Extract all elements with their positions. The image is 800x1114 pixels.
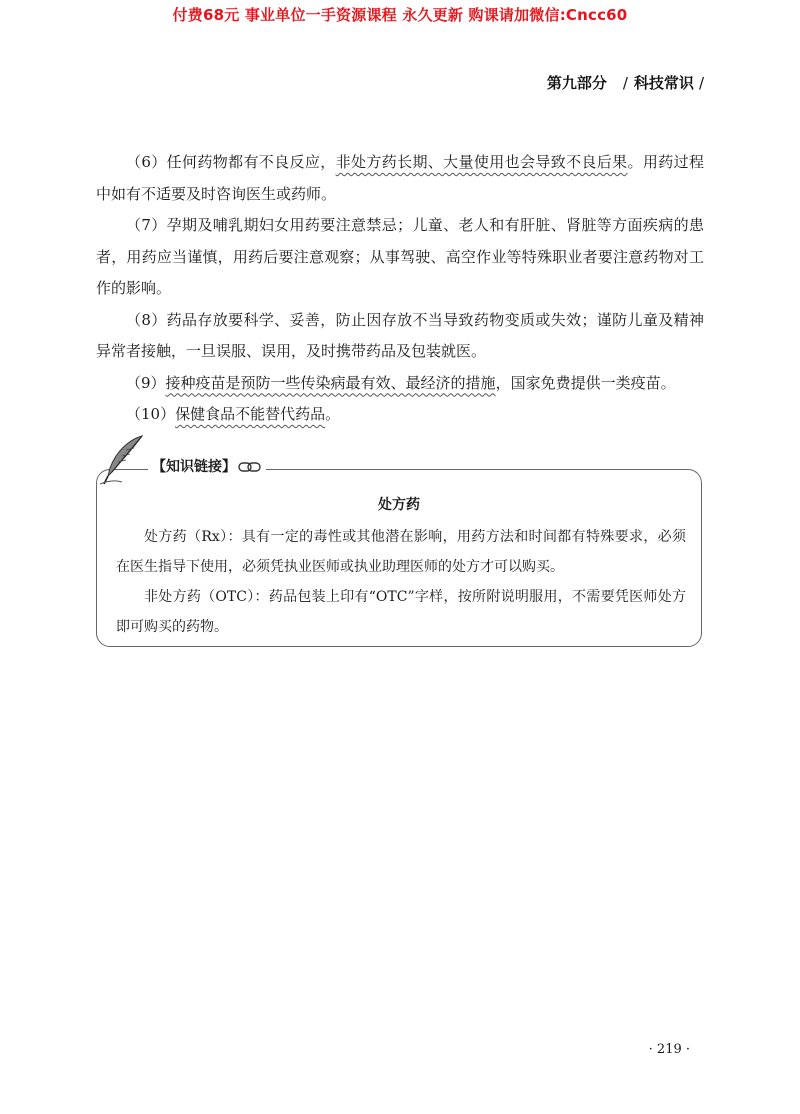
knowledge-box-title: 处方药 <box>378 497 420 513</box>
item-10-prefix: （10） <box>126 405 176 423</box>
rx-definition: 处方药（Rx）：具有一定的毒性或其他潜在影响，用药方法和时间都有特殊要求，必须在医生指导下使用，必须凭执业医师或执业助理医师的处方才可以购买。 <box>116 529 686 575</box>
item-9-prefix: （9） <box>126 373 166 392</box>
page-number: · 219 · <box>648 1042 690 1057</box>
item-6 <box>96 147 704 210</box>
header-separator: / <box>622 74 628 92</box>
item-6-suffix: 。用药过程中如有不适要及时咨询医生或药师。 <box>96 153 704 203</box>
item-7: （7）孕期及哺乳期妇女用药要注意禁忌；儿童、老人和有肝脏、肾脏等方面疾病的患者，用药应当谨慎，用药后要注意观察；从事驾驶、高空作业等特殊职业者要注意药物对工作的影响。 <box>96 216 704 297</box>
quill-pen-icon <box>98 432 150 486</box>
knowledge-box-body <box>116 522 686 642</box>
header-section: 科技常识 <box>633 74 694 92</box>
item-9 <box>96 368 704 400</box>
knowledge-link-tag <box>148 456 266 478</box>
header-separator-end: / <box>698 74 704 92</box>
item-10 <box>96 399 704 431</box>
watermark-banner: 付费68元 事业单位一手资源课程 永久更新 购课请加微信:Cncc60 <box>172 6 628 24</box>
item-6-highlight: 非处方药长期、大量使用也会导致不良后果 <box>335 153 628 171</box>
chain-link-icon <box>238 461 262 473</box>
item-9-suffix: ，国家免费提供一类疫苗。 <box>495 373 676 392</box>
otc-definition: 非处方药（OTC）：药品包装上印有“OTC”字样，按所附说明服用，不需要凭医师处方即可购买的药物。 <box>116 589 686 635</box>
running-header <box>547 72 704 93</box>
item-10-suffix: 。 <box>325 405 341 423</box>
knowledge-link-label: 【知识链接】 <box>152 459 236 475</box>
item-9-highlight: 接种疫苗是预防一些传染病最有效、最经济的措施 <box>165 373 496 392</box>
main-text <box>96 147 704 431</box>
item-10-highlight: 保健食品不能替代药品 <box>175 405 326 423</box>
header-part: 第九部分 <box>546 74 607 92</box>
item-8: （8）药品存放要科学、妥善，防止因存放不当导致药物变质或失效；谨防儿童及精神异常者接触，一旦误服、误用，及时携带药品及包装就医。 <box>96 310 704 360</box>
item-6-prefix: （6）任何药物都有不良反应， <box>126 153 336 171</box>
